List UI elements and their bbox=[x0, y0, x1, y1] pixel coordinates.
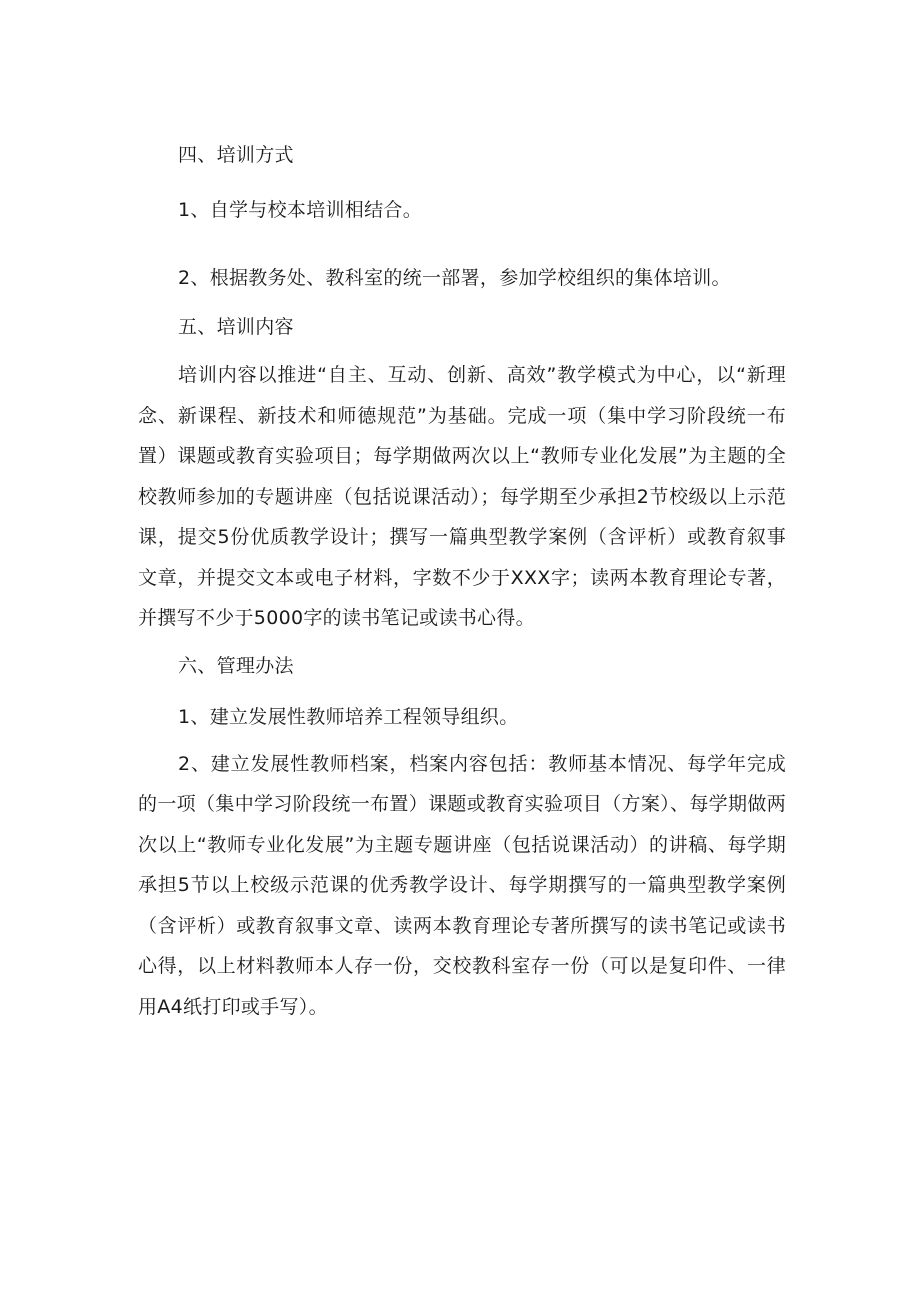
section-4-title: 四、培训方式 bbox=[178, 144, 294, 166]
section-5-title: 五、培训内容 bbox=[178, 316, 294, 338]
document-page bbox=[138, 130, 786, 1027]
section-4-item-1: 1、自学与校本培训相结合。 bbox=[178, 199, 422, 221]
section-6-title: 六、管理办法 bbox=[178, 654, 294, 677]
section-5-body: 培训内容以推进“自主、互动、创新、高效”教学模式为中心，以“新理念、新课程、新技术和师德规范”为基础。完成一项（集中学习阶段统一布置）课题或教育实验项目；每学期做两次以上“教师专业化发展”为主题的全校教师参加的专题讲座（包括说课活动）；每学期至少承担2节校级以上示范课，提交5份优质教学设计；撰写一篇典型教学案例（含评析）或教育叙事文章，并提交文本或电子材料，字数不少于XXX字；读两本教育理论专著，并撰写不少于5000字的读书笔记或读书心得。 bbox=[138, 364, 786, 629]
section-6-item-2: 2、建立发展性教师档案，档案内容包括：教师基本情况、每学年完成的一项（集中学习阶段统一布置）课题或教育实验项目（方案）、每学期做两次以上“教师专业化发展”为主题专题讲座（包括说课活动）的讲稿、每学期承担5节以上校级示范课的优秀教学设计、每学期撰写的一篇典型教学案例（含评析）或教育叙事文章、读两本教育理论专著所撰写的读书笔记或读书心得，以上材料教师本人存一份，交校教科室存一份（可以是复印件、一律用A4纸打印或手写）。 bbox=[138, 752, 786, 1018]
section-6-item-1: 1、建立发展性教师培养工程领导组织。 bbox=[178, 705, 519, 728]
section-4-item-2: 2、根据教务处、教科室的统一部署，参加学校组织的集体培训。 bbox=[178, 267, 731, 289]
